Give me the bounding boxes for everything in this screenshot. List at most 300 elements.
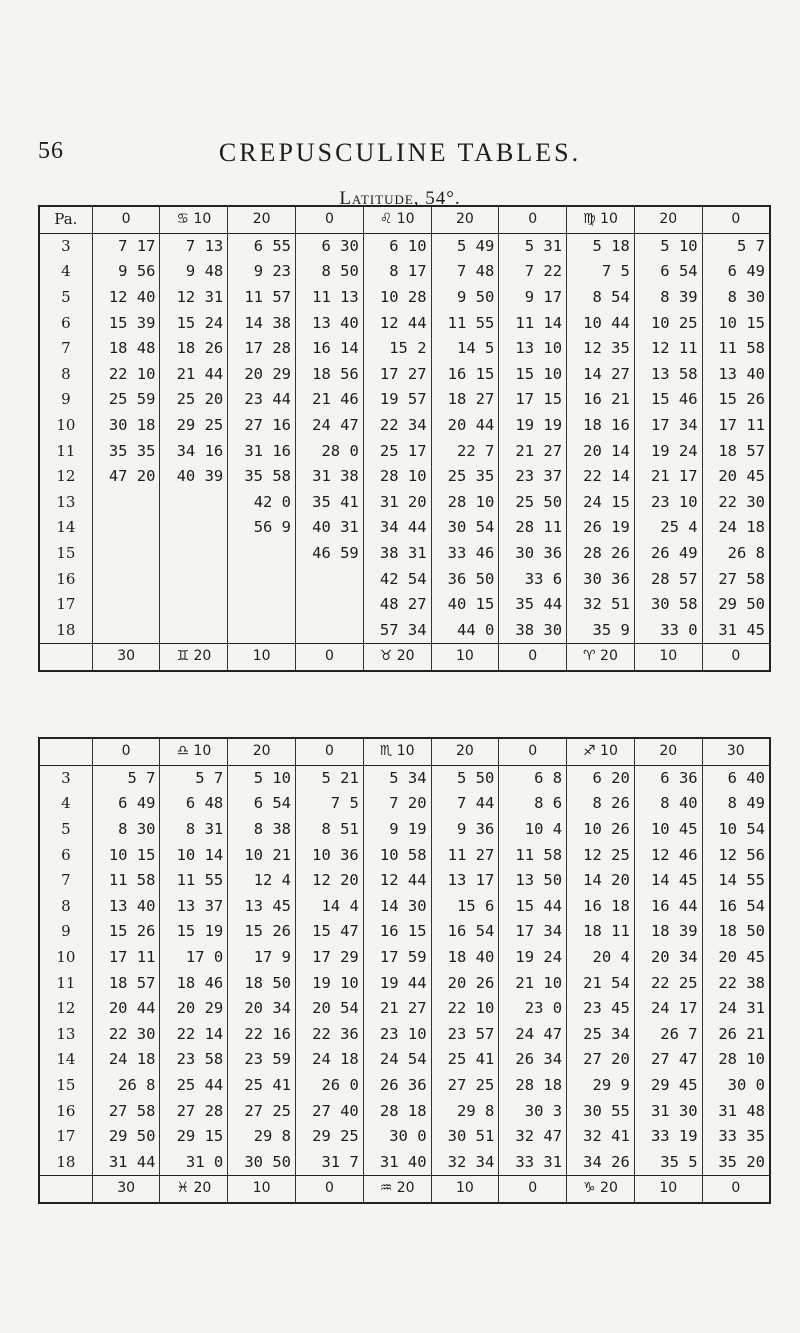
duration-cell: 40 31 <box>296 515 364 541</box>
duration-cell: 20 29 <box>160 996 228 1022</box>
duration-cell <box>228 618 296 644</box>
duration-cell: 15 26 <box>228 919 296 945</box>
sign-degree-header: 0 <box>92 206 160 233</box>
duration-cell: 38 30 <box>499 618 567 644</box>
duration-cell: 36 50 <box>431 566 499 592</box>
duration-cell: 6 54 <box>634 259 702 285</box>
duration-cell: 32 34 <box>431 1150 499 1176</box>
duration-cell <box>228 592 296 618</box>
duration-cell: 31 0 <box>160 1150 228 1176</box>
duration-cell: 6 30 <box>296 233 364 259</box>
duration-cell: 18 48 <box>92 336 160 362</box>
duration-cell: 16 21 <box>567 387 635 413</box>
duration-cell: 23 0 <box>499 996 567 1022</box>
duration-cell: 19 24 <box>499 945 567 971</box>
duration-cell: 13 40 <box>702 362 770 388</box>
duration-cell: 33 46 <box>431 541 499 567</box>
duration-cell: 7 20 <box>363 791 431 817</box>
duration-cell: 7 17 <box>92 233 160 259</box>
duration-cell: 18 57 <box>702 438 770 464</box>
duration-cell: 8 54 <box>567 285 635 311</box>
parallel-cell: 17 <box>39 1124 92 1150</box>
table-row <box>39 387 770 413</box>
duration-cell: 22 25 <box>634 970 702 996</box>
latitude-heading: Latitude, 54°. <box>339 188 461 209</box>
duration-cell: 32 41 <box>567 1124 635 1150</box>
duration-cell: 18 50 <box>702 919 770 945</box>
parallel-cell: 13 <box>39 1022 92 1048</box>
duration-cell: 11 57 <box>228 285 296 311</box>
duration-cell: 5 10 <box>228 765 296 791</box>
table-row <box>39 515 770 541</box>
duration-cell: 15 24 <box>160 310 228 336</box>
duration-cell: 10 25 <box>634 310 702 336</box>
duration-cell: 42 54 <box>363 566 431 592</box>
duration-cell: 14 27 <box>567 362 635 388</box>
duration-cell <box>92 541 160 567</box>
duration-cell: 14 45 <box>634 868 702 894</box>
duration-cell: 8 50 <box>296 259 364 285</box>
duration-cell: 28 11 <box>499 515 567 541</box>
duration-cell: 18 50 <box>228 970 296 996</box>
duration-cell: 23 10 <box>634 490 702 516</box>
duration-cell: 24 47 <box>296 413 364 439</box>
table-row <box>39 285 770 311</box>
sign-degree-header: 10 <box>228 1176 296 1203</box>
duration-cell: 22 38 <box>702 970 770 996</box>
duration-cell: 7 22 <box>499 259 567 285</box>
duration-cell: 26 21 <box>702 1022 770 1048</box>
duration-cell: 14 4 <box>296 894 364 920</box>
duration-cell: 26 7 <box>634 1022 702 1048</box>
duration-cell: 35 9 <box>567 618 635 644</box>
sign-degree-header: ♉ 20 <box>363 644 431 671</box>
duration-cell: 10 36 <box>296 842 364 868</box>
duration-cell: 8 49 <box>702 791 770 817</box>
duration-cell: 12 20 <box>296 868 364 894</box>
duration-cell: 9 48 <box>160 259 228 285</box>
duration-cell: 18 26 <box>160 336 228 362</box>
duration-cell: 26 8 <box>92 1073 160 1099</box>
duration-cell: 13 40 <box>92 894 160 920</box>
duration-cell: 30 51 <box>431 1124 499 1150</box>
duration-cell: 26 19 <box>567 515 635 541</box>
duration-cell: 24 47 <box>499 1022 567 1048</box>
duration-cell: 20 34 <box>634 945 702 971</box>
duration-cell: 10 58 <box>363 842 431 868</box>
duration-cell: 5 50 <box>431 765 499 791</box>
sign-degree-header: 0 <box>296 1176 364 1203</box>
table-row <box>39 541 770 567</box>
sign-degree-header: 10 <box>228 644 296 671</box>
sign-degree-header: 10 <box>431 644 499 671</box>
duration-cell: 14 38 <box>228 310 296 336</box>
table-footer-row <box>39 1176 770 1203</box>
duration-cell: 28 0 <box>296 438 364 464</box>
duration-cell: 40 15 <box>431 592 499 618</box>
table-row <box>39 765 770 791</box>
duration-cell <box>296 618 364 644</box>
duration-cell: 35 20 <box>702 1150 770 1176</box>
duration-cell: 7 44 <box>431 791 499 817</box>
duration-cell: 12 44 <box>363 868 431 894</box>
duration-cell: 8 39 <box>634 285 702 311</box>
duration-cell: 13 50 <box>499 868 567 894</box>
duration-cell: 33 6 <box>499 566 567 592</box>
duration-cell: 5 49 <box>431 233 499 259</box>
parallel-cell: 5 <box>39 285 92 311</box>
duration-cell: 27 58 <box>702 566 770 592</box>
duration-cell: 20 26 <box>431 970 499 996</box>
duration-cell: 10 15 <box>702 310 770 336</box>
duration-cell: 35 35 <box>92 438 160 464</box>
duration-cell <box>296 592 364 618</box>
duration-cell: 25 35 <box>431 464 499 490</box>
parallel-cell: 12 <box>39 464 92 490</box>
sign-degree-header: 20 <box>431 206 499 233</box>
duration-cell: 23 10 <box>363 1022 431 1048</box>
duration-cell: 20 29 <box>228 362 296 388</box>
duration-cell: 18 27 <box>431 387 499 413</box>
duration-cell: 30 36 <box>499 541 567 567</box>
duration-cell <box>160 566 228 592</box>
duration-cell: 28 18 <box>499 1073 567 1099</box>
duration-cell <box>160 541 228 567</box>
duration-cell: 6 10 <box>363 233 431 259</box>
duration-cell: 6 55 <box>228 233 296 259</box>
duration-cell: 10 14 <box>160 842 228 868</box>
duration-cell: 31 16 <box>228 438 296 464</box>
duration-cell: 17 11 <box>702 413 770 439</box>
parallel-cell: 15 <box>39 541 92 567</box>
duration-cell: 6 49 <box>92 791 160 817</box>
sign-degree-header: ♒ 20 <box>363 1176 431 1203</box>
sign-degree-header: 10 <box>634 644 702 671</box>
duration-cell: 35 58 <box>228 464 296 490</box>
sign-degree-header: 0 <box>702 206 770 233</box>
duration-cell: 18 16 <box>567 413 635 439</box>
duration-cell: 23 45 <box>567 996 635 1022</box>
duration-cell: 21 27 <box>363 996 431 1022</box>
duration-cell: 22 14 <box>567 464 635 490</box>
sign-degree-header: ♐ 10 <box>567 738 635 765</box>
duration-cell: 31 48 <box>702 1098 770 1124</box>
duration-cell: 30 36 <box>567 566 635 592</box>
duration-cell: 7 13 <box>160 233 228 259</box>
table-header-row <box>39 206 770 233</box>
duration-cell: 21 44 <box>160 362 228 388</box>
sign-degree-header: ♈ 20 <box>567 644 635 671</box>
duration-cell: 29 50 <box>702 592 770 618</box>
duration-cell: 26 34 <box>499 1047 567 1073</box>
sign-degree-header: 0 <box>702 644 770 671</box>
duration-cell: 31 20 <box>363 490 431 516</box>
duration-cell: 26 0 <box>296 1073 364 1099</box>
sign-degree-header: 10 <box>634 1176 702 1203</box>
duration-cell: 23 59 <box>228 1047 296 1073</box>
duration-cell: 16 14 <box>296 336 364 362</box>
parallel-cell: 18 <box>39 618 92 644</box>
table-row <box>39 791 770 817</box>
duration-cell: 30 55 <box>567 1098 635 1124</box>
duration-cell <box>228 566 296 592</box>
duration-cell: 27 25 <box>228 1098 296 1124</box>
duration-cell: 23 37 <box>499 464 567 490</box>
duration-cell <box>160 490 228 516</box>
parallel-cell: 6 <box>39 842 92 868</box>
duration-cell: 27 47 <box>634 1047 702 1073</box>
table-row <box>39 592 770 618</box>
duration-cell: 6 20 <box>567 765 635 791</box>
duration-cell: 15 2 <box>363 336 431 362</box>
duration-cell: 17 34 <box>634 413 702 439</box>
duration-cell: 27 16 <box>228 413 296 439</box>
duration-cell <box>160 592 228 618</box>
duration-cell: 33 31 <box>499 1150 567 1176</box>
duration-cell: 22 34 <box>363 413 431 439</box>
duration-cell: 11 55 <box>431 310 499 336</box>
duration-cell: 12 40 <box>92 285 160 311</box>
duration-cell: 34 16 <box>160 438 228 464</box>
duration-cell: 29 45 <box>634 1073 702 1099</box>
parallel-header <box>39 1176 92 1203</box>
duration-cell: 5 34 <box>363 765 431 791</box>
sign-degree-header: 0 <box>92 738 160 765</box>
duration-cell: 30 3 <box>499 1098 567 1124</box>
duration-cell: 9 50 <box>431 285 499 311</box>
duration-cell: 42 0 <box>228 490 296 516</box>
parallel-cell: 16 <box>39 1098 92 1124</box>
duration-cell: 9 36 <box>431 817 499 843</box>
sign-degree-header: 20 <box>228 206 296 233</box>
duration-cell: 30 54 <box>431 515 499 541</box>
running-title: CREPUSCULINE TABLES. <box>218 138 582 167</box>
duration-cell: 30 50 <box>228 1150 296 1176</box>
duration-cell: 11 58 <box>702 336 770 362</box>
duration-cell: 20 45 <box>702 464 770 490</box>
parallel-cell: 17 <box>39 592 92 618</box>
duration-cell: 13 17 <box>431 868 499 894</box>
duration-cell: 28 10 <box>702 1047 770 1073</box>
table-row <box>39 464 770 490</box>
duration-cell: 15 19 <box>160 919 228 945</box>
duration-cell: 5 21 <box>296 765 364 791</box>
duration-cell: 12 46 <box>634 842 702 868</box>
table-row <box>39 970 770 996</box>
duration-cell: 17 28 <box>228 336 296 362</box>
duration-cell: 27 25 <box>431 1073 499 1099</box>
duration-cell: 17 15 <box>499 387 567 413</box>
duration-cell: 26 36 <box>363 1073 431 1099</box>
duration-cell: 56 9 <box>228 515 296 541</box>
duration-cell: 12 4 <box>228 868 296 894</box>
duration-cell: 22 30 <box>702 490 770 516</box>
duration-cell: 20 44 <box>431 413 499 439</box>
duration-cell: 22 7 <box>431 438 499 464</box>
duration-cell: 21 17 <box>634 464 702 490</box>
duration-cell: 5 7 <box>92 765 160 791</box>
duration-cell: 27 20 <box>567 1047 635 1073</box>
parallel-cell: 16 <box>39 566 92 592</box>
table-row <box>39 817 770 843</box>
table-row <box>39 894 770 920</box>
duration-cell: 12 35 <box>567 336 635 362</box>
duration-cell: 15 10 <box>499 362 567 388</box>
page-header <box>0 138 800 178</box>
duration-cell: 23 44 <box>228 387 296 413</box>
duration-cell: 19 57 <box>363 387 431 413</box>
sign-degree-header: ♊ 20 <box>160 644 228 671</box>
duration-cell: 5 10 <box>634 233 702 259</box>
duration-cell: 13 45 <box>228 894 296 920</box>
duration-cell: 19 44 <box>363 970 431 996</box>
duration-cell: 6 40 <box>702 765 770 791</box>
duration-cell: 29 15 <box>160 1124 228 1150</box>
duration-cell: 44 0 <box>431 618 499 644</box>
duration-cell: 17 34 <box>499 919 567 945</box>
duration-cell: 16 54 <box>431 919 499 945</box>
table-row <box>39 362 770 388</box>
sign-degree-header: 0 <box>499 644 567 671</box>
crepuscule-table-upper <box>38 205 771 672</box>
duration-cell <box>296 566 364 592</box>
parallel-cell: 11 <box>39 970 92 996</box>
duration-cell: 35 41 <box>296 490 364 516</box>
duration-cell: 14 30 <box>363 894 431 920</box>
duration-cell: 46 59 <box>296 541 364 567</box>
sign-degree-header: ♍ 10 <box>567 206 635 233</box>
sign-degree-header: ♌ 10 <box>363 206 431 233</box>
duration-cell: 17 29 <box>296 945 364 971</box>
duration-cell: 10 54 <box>702 817 770 843</box>
duration-cell: 29 25 <box>296 1124 364 1150</box>
duration-cell: 11 14 <box>499 310 567 336</box>
duration-cell: 14 5 <box>431 336 499 362</box>
parallel-cell: 4 <box>39 791 92 817</box>
duration-cell: 27 58 <box>92 1098 160 1124</box>
duration-cell: 10 15 <box>92 842 160 868</box>
duration-cell: 15 26 <box>702 387 770 413</box>
duration-cell: 34 26 <box>567 1150 635 1176</box>
duration-cell: 11 27 <box>431 842 499 868</box>
duration-cell: 24 54 <box>363 1047 431 1073</box>
duration-cell: 7 5 <box>567 259 635 285</box>
duration-cell: 16 44 <box>634 894 702 920</box>
parallel-header <box>39 738 92 765</box>
table-row <box>39 413 770 439</box>
sign-degree-header: 10 <box>431 1176 499 1203</box>
duration-cell: 24 18 <box>296 1047 364 1073</box>
duration-cell: 9 23 <box>228 259 296 285</box>
table-header-row <box>39 738 770 765</box>
duration-cell: 18 56 <box>296 362 364 388</box>
parallel-header <box>39 644 92 671</box>
duration-cell: 28 10 <box>363 464 431 490</box>
duration-cell: 23 58 <box>160 1047 228 1073</box>
parallel-cell: 14 <box>39 515 92 541</box>
parallel-cell: 11 <box>39 438 92 464</box>
duration-cell: 28 57 <box>634 566 702 592</box>
duration-cell: 9 56 <box>92 259 160 285</box>
duration-cell: 11 55 <box>160 868 228 894</box>
duration-cell: 19 19 <box>499 413 567 439</box>
sign-degree-header: 0 <box>499 738 567 765</box>
duration-cell: 16 18 <box>567 894 635 920</box>
table-row <box>39 1022 770 1048</box>
duration-cell: 8 30 <box>702 285 770 311</box>
duration-cell: 16 15 <box>363 919 431 945</box>
sign-degree-header: ♑ 20 <box>567 1176 635 1203</box>
table-row <box>39 438 770 464</box>
duration-cell: 57 34 <box>363 618 431 644</box>
duration-cell: 6 54 <box>228 791 296 817</box>
duration-cell: 48 27 <box>363 592 431 618</box>
duration-cell: 18 39 <box>634 919 702 945</box>
sign-degree-header: 30 <box>92 1176 160 1203</box>
duration-cell: 18 46 <box>160 970 228 996</box>
duration-cell: 24 18 <box>92 1047 160 1073</box>
duration-cell: 8 40 <box>634 791 702 817</box>
duration-cell: 11 58 <box>92 868 160 894</box>
duration-cell: 30 0 <box>702 1073 770 1099</box>
duration-cell: 32 51 <box>567 592 635 618</box>
duration-cell: 22 10 <box>92 362 160 388</box>
duration-cell: 22 14 <box>160 1022 228 1048</box>
duration-cell: 25 59 <box>92 387 160 413</box>
duration-cell: 29 8 <box>431 1098 499 1124</box>
duration-cell: 32 47 <box>499 1124 567 1150</box>
table-row <box>39 945 770 971</box>
duration-cell: 20 44 <box>92 996 160 1022</box>
duration-cell: 29 25 <box>160 413 228 439</box>
duration-cell: 12 25 <box>567 842 635 868</box>
duration-cell: 22 10 <box>431 996 499 1022</box>
duration-cell: 8 6 <box>499 791 567 817</box>
duration-cell: 31 45 <box>702 618 770 644</box>
duration-cell: 31 44 <box>92 1150 160 1176</box>
duration-cell <box>92 566 160 592</box>
duration-cell: 8 31 <box>160 817 228 843</box>
duration-cell: 19 10 <box>296 970 364 996</box>
sign-degree-header: ♎ 10 <box>160 738 228 765</box>
sign-degree-header: ♓ 20 <box>160 1176 228 1203</box>
duration-cell: 6 48 <box>160 791 228 817</box>
sign-degree-header: 30 <box>92 644 160 671</box>
duration-cell: 15 47 <box>296 919 364 945</box>
table-row <box>39 1098 770 1124</box>
duration-cell: 17 11 <box>92 945 160 971</box>
duration-cell: 10 21 <box>228 842 296 868</box>
duration-cell: 13 40 <box>296 310 364 336</box>
table-row <box>39 868 770 894</box>
sign-degree-header: 20 <box>431 738 499 765</box>
duration-cell: 20 14 <box>567 438 635 464</box>
duration-cell: 19 24 <box>634 438 702 464</box>
duration-cell: 15 6 <box>431 894 499 920</box>
parallel-cell: 18 <box>39 1150 92 1176</box>
duration-cell: 40 39 <box>160 464 228 490</box>
duration-cell: 30 0 <box>363 1124 431 1150</box>
duration-cell: 31 7 <box>296 1150 364 1176</box>
duration-cell: 7 5 <box>296 791 364 817</box>
duration-cell: 22 16 <box>228 1022 296 1048</box>
duration-cell: 29 9 <box>567 1073 635 1099</box>
duration-cell: 12 11 <box>634 336 702 362</box>
duration-cell: 8 51 <box>296 817 364 843</box>
sign-degree-header: 20 <box>228 738 296 765</box>
duration-cell: 15 39 <box>92 310 160 336</box>
duration-cell: 26 8 <box>702 541 770 567</box>
